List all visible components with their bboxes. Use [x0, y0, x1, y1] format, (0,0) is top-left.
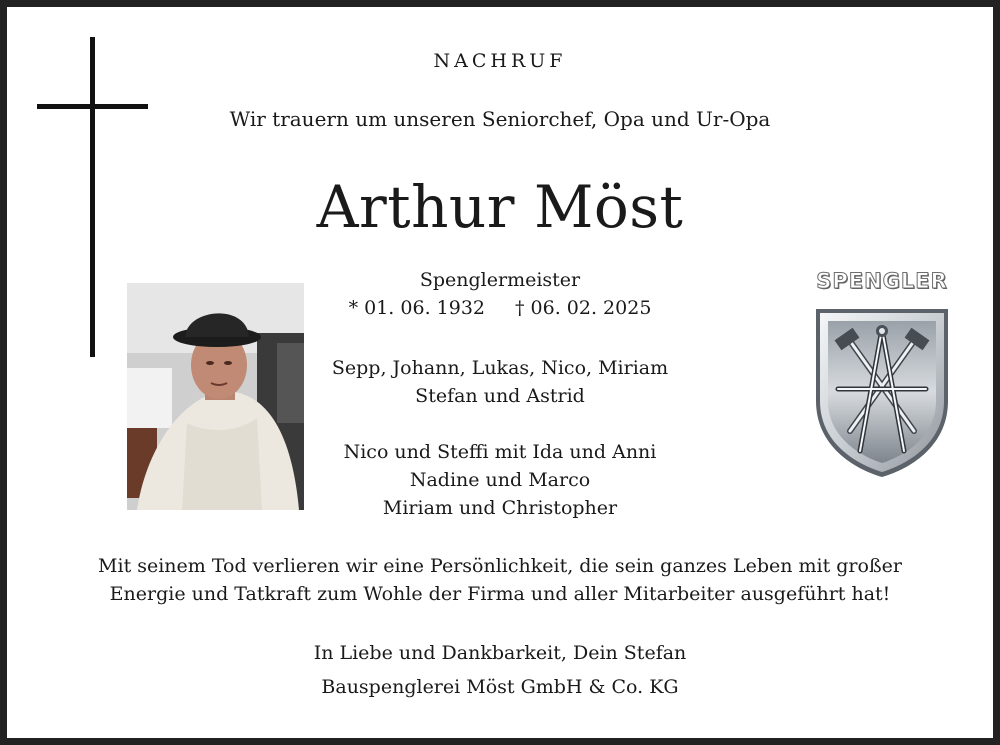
family-line: Miriam und Christopher: [382, 497, 618, 519]
closing-line: Energie und Tatkraft zum Wohle der Firma und aller Mitarbeiter ausgeführt hat!: [109, 583, 891, 605]
signature: [7, 636, 993, 704]
intro-text: Wir trauern um unseren Seniorchef, Opa und Ur-Opa: [229, 107, 771, 131]
deceased-name: Arthur Möst: [316, 173, 684, 241]
portrait-photo: [127, 283, 304, 510]
closing-text: [7, 552, 993, 608]
death-date: † 06. 02. 2025: [515, 297, 652, 319]
signature-line: In Liebe und Dankbarkeit, Dein Stefan: [313, 642, 687, 664]
obituary-notice: [7, 7, 993, 738]
closing-line: Mit seinem Tod verlieren wir eine Persönlichkeit, die sein ganzes Leben mit großer: [98, 555, 902, 577]
family-line: Stefan und Astrid: [415, 385, 585, 407]
family-line: Nico und Steffi mit Ida und Anni: [343, 441, 657, 463]
birth-date: * 01. 06. 1932: [348, 297, 485, 319]
logo-text: SPENGLER: [816, 269, 948, 293]
spengler-logo: [807, 269, 957, 484]
signature-company: Bauspenglerei Möst GmbH & Co. KG: [321, 676, 679, 698]
family-line: Nadine und Marco: [409, 469, 591, 491]
spengler-guild-shield-icon: [810, 301, 954, 481]
notice-header: NACHRUF: [433, 50, 567, 72]
family-line: Sepp, Johann, Lukas, Nico, Miriam: [331, 357, 669, 379]
profession: Spenglermeister: [419, 269, 581, 291]
